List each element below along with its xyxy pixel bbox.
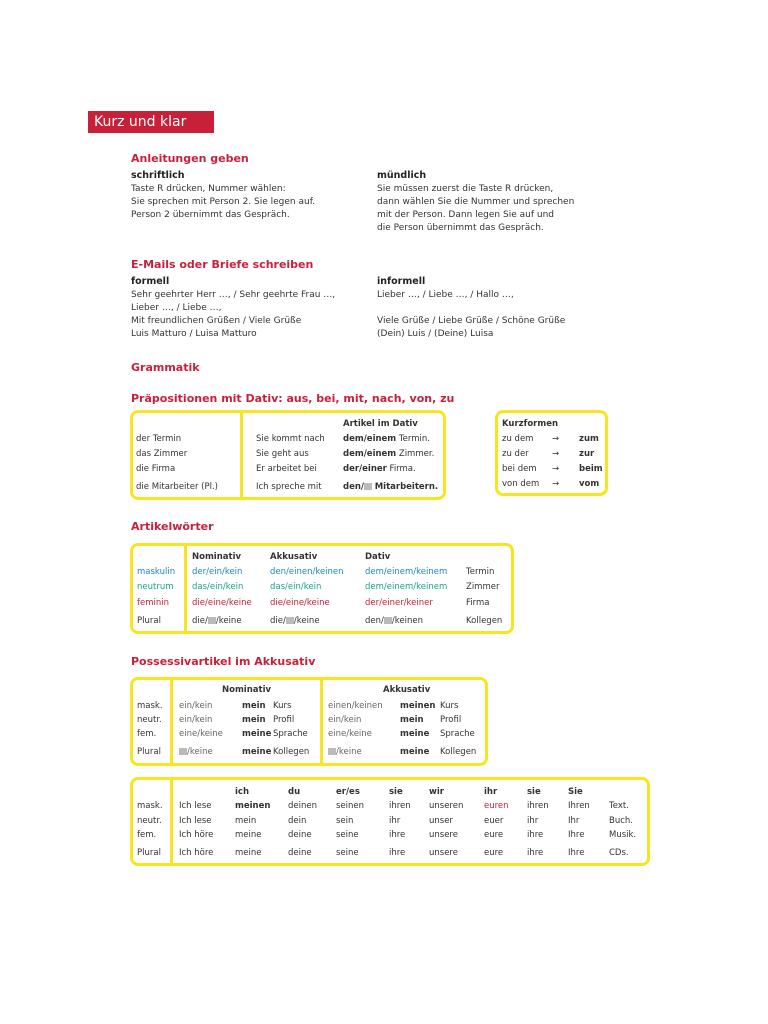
artikel-head-dat: Dativ — [365, 552, 391, 562]
pronomen-noun: Buch. — [609, 816, 633, 826]
possessiv-label: Plural — [137, 747, 161, 757]
praep-article: den/ Mitarbeitern. — [343, 482, 439, 492]
possessiv-label: fem. — [137, 729, 157, 739]
pronomen-label: Plural — [137, 848, 161, 858]
pronomen-form: unsere — [429, 830, 458, 840]
pronomen-form: meinen — [235, 801, 271, 811]
artikel-noun: Zimmer — [466, 582, 500, 592]
plural-placeholder-square — [364, 483, 372, 490]
possessiv-n2: mein — [242, 701, 266, 711]
pronomen-form: sein — [336, 816, 354, 826]
praep-title: Präpositionen mit Dativ: aus, bei, mit, nach, von, zu — [131, 392, 455, 405]
artikel-nom: die/ /keine — [192, 616, 242, 626]
artikel-dat: dem/einem/keinem — [365, 567, 448, 577]
possessiv-divider-2 — [320, 677, 323, 766]
pronomen-form: ihre — [527, 848, 544, 858]
praep-phrase: Sie geht aus — [256, 449, 309, 459]
pronomen-form: unsere — [429, 848, 458, 858]
artikel-title: Artikelwörter — [131, 520, 214, 533]
possessiv-head-nom: Nominativ — [222, 685, 272, 695]
praep-phrase: Ich spreche mit — [256, 482, 322, 492]
possessiv-a2: meine — [400, 729, 430, 739]
kurz-long: von dem — [502, 479, 540, 489]
pronomen-label: neutr. — [137, 816, 162, 826]
praep-divider — [240, 410, 243, 500]
kurz-short: vom — [579, 479, 600, 489]
praep-phrase: Er arbeitet bei — [256, 464, 317, 474]
praep-col-head: Artikel im Dativ — [343, 419, 418, 429]
artikel-noun: Kollegen — [466, 616, 503, 626]
possessiv-n1: ein/kein — [179, 715, 213, 725]
artikel-label-plural: Plural — [137, 616, 161, 626]
section-banner: Kurz und klar — [88, 111, 214, 133]
possessiv-title: Possessivartikel im Akkusativ — [131, 655, 316, 668]
muendlich-text: Sie müssen zuerst die Taste R drücken, dann wählen Sie die Nummer und sprechen mit der Person. Dann legen Sie auf und die Person übernimmt das Gespräch. — [377, 184, 575, 233]
pronomen-form: Ihr — [568, 816, 580, 826]
kurz-long: bei dem — [502, 464, 537, 474]
artikel-akk: die/eine/keine — [270, 598, 330, 608]
pronomen-form: ihren — [389, 801, 411, 811]
possessiv-a3: Sprache — [440, 729, 475, 739]
pronomen-form: deine — [288, 830, 312, 840]
artikel-label-maskulin: maskulin — [137, 567, 176, 577]
pronomen-form: Ihren — [568, 801, 590, 811]
pronomen-form: dein — [288, 816, 307, 826]
pronomen-verb: Ich lese — [179, 801, 212, 811]
possessiv-a2: meine — [400, 747, 430, 757]
pronomen-form: seine — [336, 848, 359, 858]
pronomen-head: ihr — [484, 787, 498, 797]
artikel-table — [130, 543, 514, 634]
grammatik-title: Grammatik — [131, 361, 200, 374]
possessiv-n2: meine — [242, 729, 272, 739]
formell-head: formell — [131, 276, 170, 287]
pronomen-head: wir — [429, 787, 444, 797]
kurz-short: zur — [579, 449, 595, 459]
pronomen-verb: Ich lese — [179, 816, 212, 826]
artikel-nom: das/ein/kein — [192, 582, 244, 592]
artikel-noun: Firma — [466, 598, 490, 608]
pronomen-form: ihre — [527, 830, 544, 840]
possessiv-n3: Sprache — [273, 729, 308, 739]
possessiv-n1: /keine — [179, 747, 213, 757]
praep-article: dem/einem Zimmer. — [343, 449, 435, 459]
pronomen-form: ihr — [389, 816, 401, 826]
artikel-akk: das/ein/kein — [270, 582, 322, 592]
possessiv-a3: Kollegen — [440, 747, 477, 757]
possessiv-n2: meine — [242, 747, 272, 757]
possessiv-n3: Kollegen — [273, 747, 310, 757]
artikel-divider — [184, 543, 187, 634]
schriftlich-head: schriftlich — [131, 170, 185, 181]
possessiv-n3: Profil — [273, 715, 295, 725]
schriftlich-text: Taste R drücken, Nummer wählen: Sie sprechen mit Person 2. Sie legen auf. Person 2 übernimmt das Gespräch. — [131, 184, 316, 220]
artikel-label-feminin: feminin — [137, 598, 169, 608]
plural-placeholder-square — [286, 617, 294, 624]
artikel-label-neutrum: neutrum — [137, 582, 174, 592]
pronomen-form: Ihre — [568, 830, 585, 840]
artikel-dat: dem/einem/keinem — [365, 582, 448, 592]
pronomen-verb: Ich höre — [179, 830, 214, 840]
pronomen-head: sie — [527, 787, 541, 797]
possessiv-label: mask. — [137, 701, 163, 711]
arrow-icon: → — [552, 479, 560, 489]
artikel-dat: der/einer/keiner — [365, 598, 433, 608]
kurz-short: beim — [579, 464, 603, 474]
arrow-icon: → — [552, 464, 560, 474]
artikel-dat: den/ /keinen — [365, 616, 423, 626]
formell-text: Sehr geehrter Herr …, / Sehr geehrte Frau …, Lieber …, / Liebe …, Mit freundlichen Grüßen / Viele Grüße Luis Matturo / Luisa Matturo — [131, 290, 336, 339]
plural-placeholder-square — [179, 748, 187, 755]
plural-placeholder-square — [384, 617, 392, 624]
pronomen-form: ihre — [389, 848, 406, 858]
plural-placeholder-square — [328, 748, 336, 755]
artikel-head-akk: Akkusativ — [270, 552, 318, 562]
informell-head: informell — [377, 276, 426, 287]
possessiv-head-akk: Akkusativ — [383, 685, 431, 695]
pronomen-noun: Text. — [609, 801, 629, 811]
emails-title: E-Mails oder Briefe schreiben — [131, 258, 314, 271]
pronomen-form: seine — [336, 830, 359, 840]
arrow-icon: → — [552, 449, 560, 459]
kurz-short: zum — [579, 434, 599, 444]
possessiv-n2: mein — [242, 715, 266, 725]
pronomen-form: euer — [484, 816, 504, 826]
possessiv-a1: ein/kein — [328, 715, 362, 725]
possessiv-a3: Profil — [440, 715, 462, 725]
kurz-long: zu dem — [502, 434, 534, 444]
pronomen-form: unser — [429, 816, 453, 826]
informell-text: Lieber …, / Liebe …, / Hallo …, Viele Grüße / Liebe Grüße / Schöne Grüße (Dein) Luis / (Deine) Luisa — [377, 290, 566, 339]
muendlich-head: mündlich — [377, 170, 427, 181]
praep-noun: der Termin — [136, 434, 182, 444]
pronomen-form: Ihre — [568, 848, 585, 858]
pronomen-divider — [170, 777, 173, 866]
possessiv-label: neutr. — [137, 715, 162, 725]
artikel-nom: der/ein/kein — [192, 567, 243, 577]
pronomen-form: meine — [235, 848, 262, 858]
pronomen-form: seinen — [336, 801, 365, 811]
pronomen-verb: Ich höre — [179, 848, 214, 858]
praep-noun: die Firma — [136, 464, 176, 474]
artikel-akk: die/ /keine — [270, 616, 320, 626]
pronomen-form: meine — [235, 830, 262, 840]
pronomen-form: eure — [484, 848, 504, 858]
pronomen-noun: Musik. — [609, 830, 637, 840]
pronomen-form: deine — [288, 848, 312, 858]
praep-article: der/einer Firma. — [343, 464, 416, 474]
pronomen-form: deinen — [288, 801, 317, 811]
pronomen-head: er/es — [336, 787, 360, 797]
pronomen-form: euren — [484, 801, 509, 811]
pronomen-head: ich — [235, 787, 250, 797]
pronomen-form: unseren — [429, 801, 464, 811]
artikel-noun: Termin — [466, 567, 495, 577]
possessiv-a1: /keine — [328, 747, 362, 757]
artikel-head-nom: Nominativ — [192, 552, 242, 562]
possessiv-divider-1 — [170, 677, 173, 766]
possessiv-a3: Kurs — [440, 701, 459, 711]
artikel-akk: den/einen/keinen — [270, 567, 344, 577]
pronomen-form: mein — [235, 816, 257, 826]
pronomen-head: Sie — [568, 787, 583, 797]
praep-phrase: Sie kommt nach — [256, 434, 325, 444]
pronomen-noun: CDs. — [609, 848, 629, 858]
possessiv-n1: ein/kein — [179, 701, 213, 711]
possessiv-a1: einen/keinen — [328, 701, 383, 711]
praep-noun: die Mitarbeiter (Pl.) — [136, 482, 218, 492]
possessiv-a2: mein — [400, 715, 424, 725]
praep-article: dem/einem Termin. — [343, 434, 430, 444]
pronomen-form: ihren — [527, 801, 549, 811]
kurz-long: zu der — [502, 449, 529, 459]
anleitungen-title: Anleitungen geben — [131, 152, 249, 165]
artikel-nom: die/eine/keine — [192, 598, 252, 608]
pronomen-form: eure — [484, 830, 504, 840]
possessiv-a2: meinen — [400, 701, 436, 711]
plural-placeholder-square — [208, 617, 216, 624]
arrow-icon: → — [552, 434, 560, 444]
possessiv-n1: eine/keine — [179, 729, 223, 739]
pronomen-head: du — [288, 787, 301, 797]
possessiv-a1: eine/keine — [328, 729, 372, 739]
praep-noun: das Zimmer — [136, 449, 188, 459]
pronomen-label: mask. — [137, 801, 163, 811]
kurzformen-head: Kurzformen — [502, 419, 559, 429]
pronomen-form: ihr — [527, 816, 539, 826]
possessiv-n3: Kurs — [273, 701, 292, 711]
pronomen-form: ihre — [389, 830, 406, 840]
pronomen-label: fem. — [137, 830, 157, 840]
pronomen-head: sie — [389, 787, 403, 797]
